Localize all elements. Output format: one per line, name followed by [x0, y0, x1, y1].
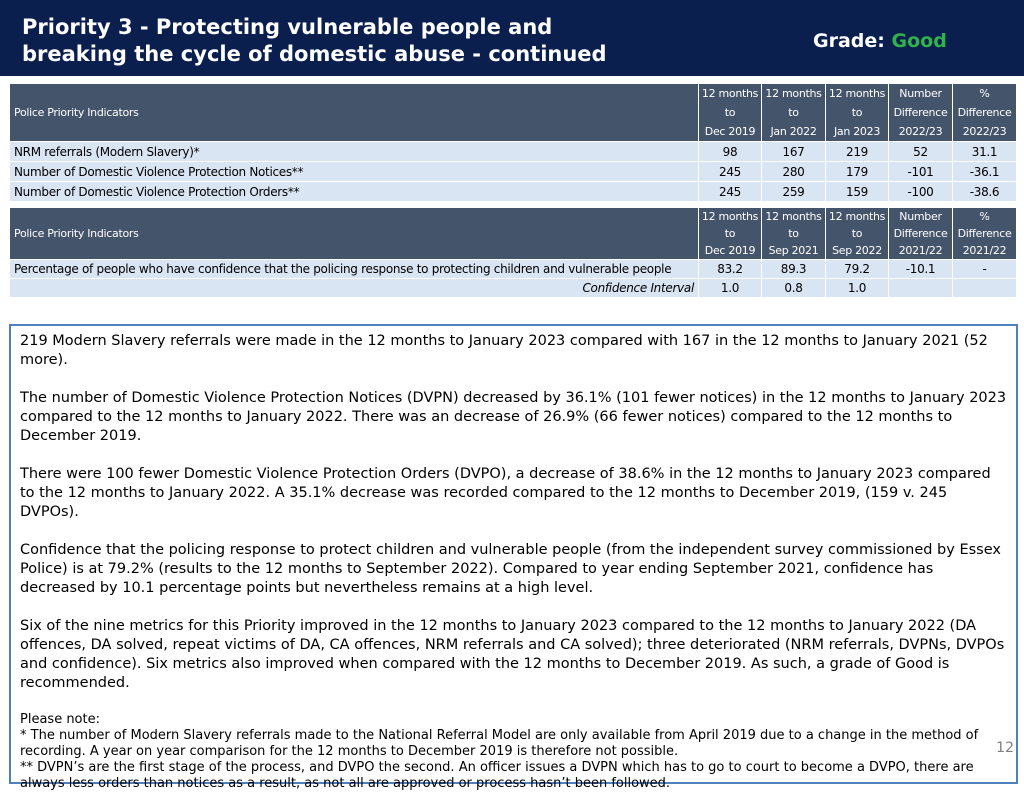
column-header: Number Difference 2021/22	[889, 208, 953, 260]
table-cell: -100	[889, 182, 953, 202]
page-title: Priority 3 - Protecting vulnerable people and breaking the cycle of domestic abuse - continued	[22, 15, 607, 66]
column-header: 12 months to Jan 2022	[762, 84, 826, 142]
column-header: Police Priority Indicators	[10, 208, 699, 260]
table-row	[10, 182, 1017, 202]
header-bar	[0, 0, 1024, 76]
table-cell: 259	[762, 182, 826, 202]
table-cell: -38.6	[953, 182, 1017, 202]
grade-indicator	[813, 30, 947, 52]
table-cell: 159	[826, 182, 889, 202]
table-cell	[953, 279, 1017, 298]
table-cell: 1.0	[826, 279, 889, 298]
commentary-paragraph: There were 100 fewer Domestic Violence Protection Orders (DVPO), a decrease of 38.6% in the 12 months to January 2023 compared to the 12 months to January 2022. A 35.1% decrease was recorded compared to the 12 months to December 2019, (159 v. 245 DVPOs).	[20, 466, 991, 520]
table-cell: 0.8	[762, 279, 826, 298]
table-row	[10, 279, 1017, 298]
table-cell: 89.3	[762, 260, 826, 279]
column-header: % Difference 2021/22	[953, 208, 1017, 260]
column-header: 12 months to Sep 2021	[762, 208, 826, 260]
indicators-table-2	[9, 207, 1017, 298]
commentary-box	[9, 324, 1018, 791]
table-cell: 167	[762, 142, 826, 162]
table-header-row	[10, 208, 1017, 260]
table-cell: -101	[889, 162, 953, 182]
table-cell: 179	[826, 162, 889, 182]
table-cell: 245	[699, 182, 762, 202]
indicator-label: Number of Domestic Violence Protection Notices**	[10, 162, 699, 182]
table-cell: -36.1	[953, 162, 1017, 182]
column-header: 12 months to Dec 2019	[699, 84, 762, 142]
table-cell: 98	[699, 142, 762, 162]
footnote: * The number of Modern Slavery referrals made to the National Referral Model are only available from April 2019 due to a change in the method of recording. A year on year comparison for the 12 months to December 2019 is therefore not possible.	[20, 728, 979, 759]
table-cell: -	[953, 260, 1017, 279]
indicators-table-1	[9, 83, 1017, 202]
commentary-paragraph: Confidence that the policing response to protect children and vulnerable people (from the independent survey commissioned by Essex Police) is at 79.2% (results to the 12 months to September 2022). Compared to year ending September 2021, confidence has decreased by 10.1 percentage points but nevertheless remains at a high level.	[20, 542, 1001, 596]
confidence-interval-label: Confidence Interval	[10, 279, 699, 298]
page-number: 12	[996, 740, 1014, 756]
column-header: 12 months to Dec 2019	[699, 208, 762, 260]
column-header: % Difference 2022/23	[953, 84, 1017, 142]
table-cell: 280	[762, 162, 826, 182]
note-heading: Please note:	[20, 712, 100, 727]
column-header: 12 months to Jan 2023	[826, 84, 889, 142]
table-cell: 52	[889, 142, 953, 162]
table-row	[10, 162, 1017, 182]
indicator-label: Number of Domestic Violence Protection Orders**	[10, 182, 699, 202]
table-cell: 219	[826, 142, 889, 162]
commentary-paragraph: Six of the nine metrics for this Priority improved in the 12 months to January 2023 compared to the 12 months to January 2022 (DA offences, DA solved, repeat victims of DA, CA offences, NRM referrals and CA solved); three deteriorated (NRM referrals, DVPNs, DVPOs and confidence). Six metrics also improved when compared with the 12 months to December 2019. As such, a grade of Good is recommended.	[20, 618, 1005, 691]
table-cell: 83.2	[699, 260, 762, 279]
table-cell	[889, 279, 953, 298]
table-cell: 79.2	[826, 260, 889, 279]
table-cell: 1.0	[699, 279, 762, 298]
footnote: ** DVPN’s are the first stage of the process, and DVPO the second. An officer issues a DVPN which has to go to court to become a DVPO, there are always less orders than notices as a result, as not all are approved or process hasn’t been followed.	[20, 760, 974, 791]
table-cell: -10.1	[889, 260, 953, 279]
grade-label: Grade:	[813, 30, 892, 52]
commentary-paragraph: 219 Modern Slavery referrals were made in the 12 months to January 2023 compared with 167 in the 12 months to January 2021 (52 more).	[20, 333, 988, 368]
table-header-row	[10, 84, 1017, 142]
commentary-paragraph: The number of Domestic Violence Protection Notices (DVPN) decreased by 36.1% (101 fewer notices) in the 12 months to January 2023 compared to the 12 months to January 2022. There was an decrease of 26.9% (66 fewer notices) compared to the 12 months to December 2019.	[20, 390, 1007, 444]
indicator-label: Percentage of people who have confidence that the policing response to protecting children and vulnerable people	[10, 260, 699, 279]
column-header: Number Difference 2022/23	[889, 84, 953, 142]
column-header: 12 months to Sep 2022	[826, 208, 889, 260]
table-cell: 31.1	[953, 142, 1017, 162]
grade-value: Good	[891, 30, 947, 52]
table-row	[10, 260, 1017, 279]
table-cell: 245	[699, 162, 762, 182]
indicator-label: NRM referrals (Modern Slavery)*	[10, 142, 699, 162]
table-row	[10, 142, 1017, 162]
column-header: Police Priority Indicators	[10, 84, 699, 142]
